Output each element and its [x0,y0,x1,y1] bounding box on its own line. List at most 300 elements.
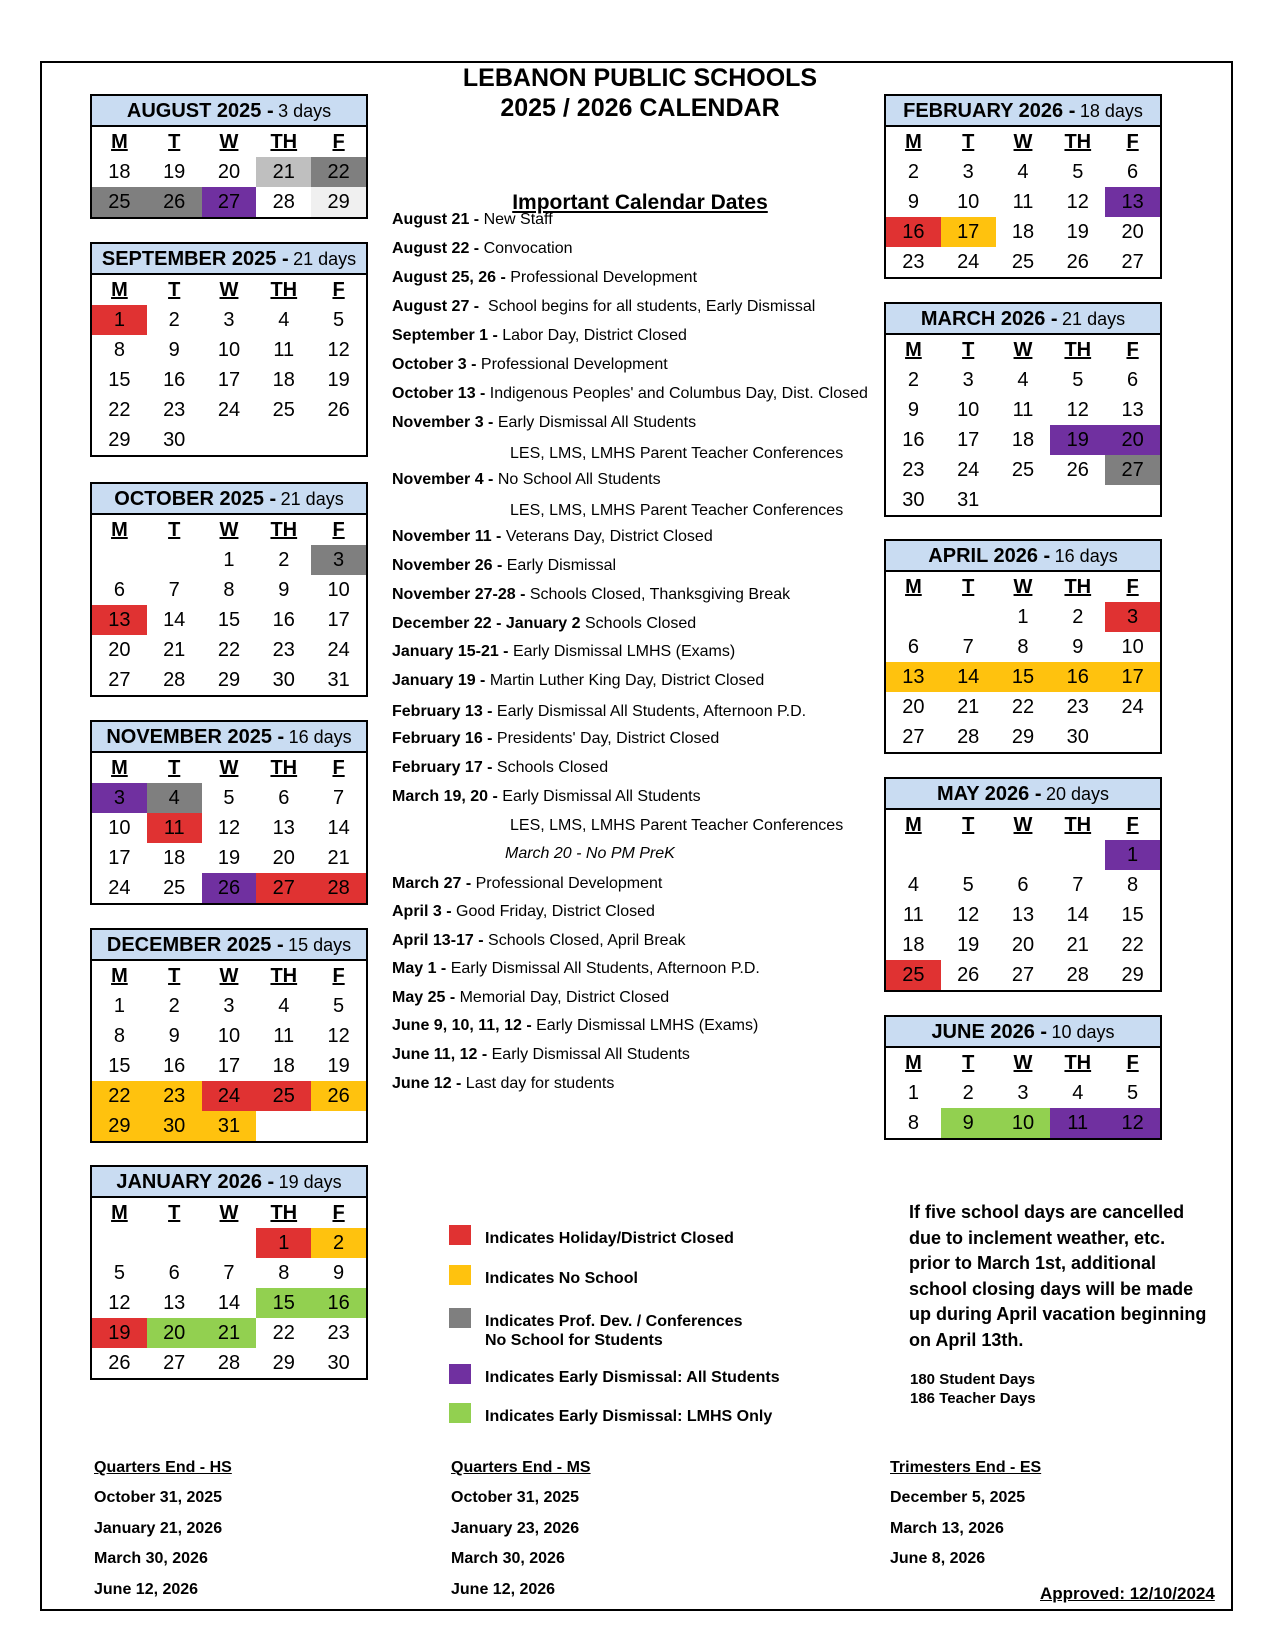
weekday-label: M [111,1202,128,1224]
day-cell: 25 [886,960,941,990]
day-cell: 11 [1012,399,1034,421]
week-row [92,1348,366,1378]
weekday-label: M [111,279,128,301]
day-cell: 17 [327,609,350,631]
month-calendar [90,94,368,219]
day-cell: 26 [311,1081,366,1111]
page-title: LEBANON PUBLIC SCHOOLS [462,64,818,92]
week-row [92,813,366,843]
day-cell: 24 [957,459,980,481]
day-cell: 11 [147,813,202,843]
event-description: Martin Luther King Day, District Closed [485,672,765,689]
day-cell: 20 [1011,934,1035,956]
day-cell: 15 [217,609,241,631]
day-cell: 30 [147,1111,202,1141]
weekday-label: T [962,576,975,598]
month-header [92,722,366,753]
quarter-end-date: June 12, 2026 [451,1580,556,1598]
day-cell: 29 [92,1111,147,1141]
day-cell: 14 [327,817,350,839]
day-cell: 23 [902,459,925,481]
day-cell [147,1228,202,1258]
day-cell: 26 [108,1352,131,1374]
legend-label: Indicates Prof. Dev. / Conferences No School for Students [485,1313,743,1349]
calendar-event [392,671,764,691]
day-cell [996,840,1051,870]
day-cell: 30 [327,1352,350,1374]
event-date: February 16 - [392,730,493,747]
day-cell: 20 [1121,221,1144,243]
event-date: May 25 - [392,989,456,1006]
day-cell: 16 [163,369,186,391]
day-cell: 1 [907,1082,919,1104]
day-cell: 7 [1072,874,1084,896]
event-description: Early Dismissal [502,557,617,574]
day-cell: 23 [272,639,295,661]
quarter-heading: Trimesters End - ES [890,1459,1042,1476]
day-cell: 27 [256,873,311,903]
month-day-count: 21 days [293,249,357,269]
event-description: No School All Students [493,471,661,488]
weekday-label: F [332,965,345,987]
month-header [886,96,1160,127]
week-row [92,575,366,605]
month-calendar [90,1165,368,1380]
day-cell: 22 [1011,696,1035,718]
week-row [92,635,366,665]
day-cell [202,1228,257,1258]
calendar-event [510,501,843,521]
day-cell: 25 [1011,251,1035,273]
day-cell: 13 [92,605,147,635]
weekday-row [886,572,1160,602]
legend-swatch [449,1364,471,1384]
day-cell: 5 [1072,369,1084,391]
day-cell [1050,840,1105,870]
day-cell: 18 [1011,429,1035,451]
day-cell [996,485,1051,515]
month-calendar [884,1015,1162,1140]
weekday-label: T [962,131,975,153]
day-cell: 30 [163,429,186,451]
event-description: Veterans Day, District Closed [501,528,713,545]
event-description: Early Dismissal LMHS (Exams) [508,643,736,660]
day-cell: 8 [1017,636,1029,658]
day-cell: 23 [327,1322,350,1344]
day-cell: 13 [1121,399,1144,421]
week-row [886,840,1160,870]
day-cell: 3 [962,161,974,183]
week-row [886,602,1160,632]
calendar-event [392,642,735,662]
weekday-label: W [1013,814,1033,836]
month-name: DECEMBER 2025 - [106,934,284,956]
month-name: FEBRUARY 2026 - [903,100,1076,122]
week-row [886,425,1160,455]
day-cell: 30 [902,489,925,511]
event-date: March 19, 20 - [392,788,498,805]
day-cell: 10 [217,339,241,361]
weekday-label: M [905,576,922,598]
day-cell: 13 [272,817,295,839]
quarter-column [94,1458,232,1610]
calendar-event [392,1016,758,1036]
day-cell: 31 [202,1111,257,1141]
calendar-event [392,931,685,951]
weekday-label: F [1126,814,1139,836]
day-cell: 6 [278,787,290,809]
day-cell [1050,485,1105,515]
week-row [886,217,1160,247]
day-cell: 28 [311,873,366,903]
month-header [92,1167,366,1198]
event-description: Early Dismissal All Students [487,1046,690,1063]
day-cell: 27 [1011,964,1035,986]
day-cell: 6 [1017,874,1029,896]
day-cell: 27 [202,187,257,217]
calendar-event [392,902,655,922]
week-row [886,395,1160,425]
weekday-row [92,127,366,157]
event-date: November 3 - [392,414,494,431]
day-cell: 18 [902,934,925,956]
day-cell [202,425,257,455]
day-cell: 26 [957,964,980,986]
weekday-row [92,515,366,545]
day-cell: 16 [272,609,295,631]
day-cell: 1 [113,995,125,1017]
month-day-count: 3 days [278,101,332,121]
day-cell: 25 [256,1081,311,1111]
month-name: JANUARY 2026 - [116,1171,275,1193]
day-cell: 26 [202,873,257,903]
weekday-label: F [332,131,345,153]
event-date: October 13 - [392,385,486,402]
day-cell: 31 [957,489,980,511]
event-description: Professional Development [476,356,668,373]
day-cell: 10 [957,399,980,421]
event-date: August 21 - [392,211,480,228]
day-cell: 21 [163,639,186,661]
day-cell: 9 [907,399,919,421]
event-description: Schools Closed, Thanksgiving Break [525,586,791,603]
legend-label: Indicates No School [485,1270,638,1287]
weekday-label: W [219,1202,239,1224]
calendar-event [392,210,553,230]
week-row [92,545,366,575]
month-calendar [884,302,1162,517]
day-cell: 29 [311,187,366,217]
month-day-count: 21 days [280,489,344,509]
quarter-end-date: January 23, 2026 [451,1519,580,1537]
event-description: Early Dismissal All Students [493,414,697,431]
week-row [886,722,1160,752]
day-counts [910,1370,1036,1408]
week-row [886,662,1160,692]
quarter-column [451,1458,591,1610]
day-cell: 2 [311,1228,366,1258]
legend-swatch [449,1225,471,1245]
event-description: Memorial Day, District Closed [455,989,670,1006]
day-cell: 12 [1066,191,1089,213]
weekday-row [92,1198,366,1228]
week-row [886,870,1160,900]
day-cell: 19 [327,1055,350,1077]
day-cell: 8 [113,339,125,361]
week-row [92,783,366,813]
calendar-event [392,326,687,346]
day-cell: 17 [108,847,131,869]
day-cell: 25 [272,399,295,421]
weekday-row [886,1048,1160,1078]
calendar-event [392,239,573,259]
week-row [886,930,1160,960]
day-cell: 14 [163,609,186,631]
week-row [886,485,1160,515]
day-cell: 1 [256,1228,311,1258]
weekday-label: TH [1064,576,1092,598]
day-cell: 2 [907,161,919,183]
day-cell: 28 [217,1352,241,1374]
month-header [92,244,366,275]
calendar-event [392,470,661,490]
day-cell: 8 [278,1262,290,1284]
weekday-label: T [168,965,181,987]
day-cell: 10 [217,1025,241,1047]
day-cell [1105,485,1160,515]
day-cell: 1 [92,305,147,335]
day-cell: 4 [1017,161,1029,183]
day-cell: 29 [108,429,131,451]
day-cell [886,602,941,632]
month-calendar [90,928,368,1143]
day-cell: 1 [1017,606,1029,628]
weekday-label: T [168,519,181,541]
day-cell: 29 [272,1352,295,1374]
day-cell: 24 [327,639,350,661]
day-cell: 3 [1017,1082,1029,1104]
day-cell: 15 [1121,904,1144,926]
calendar-event [392,614,696,634]
day-cell: 19 [92,1318,147,1348]
weekday-label: M [111,757,128,779]
month-header [92,484,366,515]
event-date: February 13 - [392,703,493,720]
page-subtitle: 2025 / 2026 CALENDAR [500,94,780,122]
event-date: June 11, 12 - [392,1046,488,1063]
week-row [92,873,366,903]
day-cell: 9 [941,1108,996,1138]
weekday-label: T [962,814,975,836]
legend-label: Indicates Early Dismissal: All Students [485,1369,780,1386]
week-row [886,960,1160,990]
day-cell: 11 [1012,191,1034,213]
day-cell: 26 [1066,251,1089,273]
quarter-end-date: October 31, 2025 [94,1489,223,1506]
weekday-label: W [219,131,239,153]
week-row [92,1318,366,1348]
weekday-label: F [332,1202,345,1224]
day-cell: 15 [108,369,131,391]
day-cell: 5 [1072,161,1084,183]
month-name: MAY 2026 - [936,783,1042,805]
weekday-label: W [1013,1052,1033,1074]
teacher-days: 186 Teacher Days [910,1390,1036,1407]
day-cell: 5 [223,787,235,809]
day-cell: 9 [907,191,919,213]
day-cell: 2 [907,369,919,391]
day-cell: 13 [1105,187,1160,217]
event-description: Professional Development [471,875,663,892]
day-cell [256,1111,311,1141]
day-cell: 24 [108,877,131,899]
event-description: Indigenous Peoples' and Columbus Day, Dist. Closed [485,385,868,402]
weekday-label: M [905,814,922,836]
weekday-label: TH [1064,339,1092,361]
day-cell: 12 [217,817,241,839]
day-cell: 17 [217,369,241,391]
day-cell: 3 [223,309,235,331]
day-cell: 4 [278,309,290,331]
day-cell: 11 [903,904,924,926]
event-description: Early Dismissal All Students, Afternoon P.D. [446,960,760,977]
weekday-label: W [1013,576,1033,598]
student-days: 180 Student Days [910,1371,1036,1388]
day-cell: 10 [327,579,350,601]
day-cell [311,1111,366,1141]
event-date: September 1 - [392,327,498,344]
calendar-event [392,585,790,605]
event-description: Good Friday, District Closed [451,903,655,920]
day-cell: 14 [941,662,996,692]
event-description: Early Dismissal All Students [497,788,701,805]
calendar-event [392,413,696,433]
event-date: March 27 - [392,875,472,892]
weekday-label: T [962,339,975,361]
event-description: LES, LMS, LMHS Parent Teacher Conferences [510,817,844,834]
month-day-count: 16 days [1054,546,1118,566]
legend-swatch [449,1308,471,1328]
day-cell: 13 [886,662,941,692]
calendar-event [392,988,669,1008]
week-row [886,157,1160,187]
weekday-label: TH [1064,131,1092,153]
week-row [92,1258,366,1288]
quarter-column [890,1458,1041,1580]
weekday-label: T [962,1052,975,1074]
event-description: Presidents' Day, District Closed [492,730,720,747]
month-calendar [90,482,368,697]
week-row [886,365,1160,395]
week-row [92,991,366,1021]
day-cell: 6 [1127,161,1139,183]
day-cell: 2 [1072,606,1084,628]
event-description: Early Dismissal All Students, Afternoon P.D. [492,703,807,720]
calendar-event [392,355,668,375]
day-cell: 4 [1017,369,1029,391]
day-cell: 31 [327,669,350,691]
day-cell [1105,722,1160,752]
weekday-label: W [1013,131,1033,153]
day-cell: 21 [202,1318,257,1348]
day-cell: 6 [113,579,125,601]
calendar-event [510,444,843,464]
day-cell: 21 [256,157,311,187]
day-cell: 11 [273,339,295,361]
week-row [92,665,366,695]
event-description: LES, LMS, LMHS Parent Teacher Conferences [510,502,844,519]
day-cell: 19 [1066,221,1089,243]
week-row [92,1081,366,1111]
day-cell: 19 [957,934,980,956]
event-description: Convocation [479,240,573,257]
weekday-label: F [332,519,345,541]
day-cell: 27 [1105,455,1160,485]
quarter-end-date: January 21, 2026 [94,1519,223,1537]
day-cell: 19 [327,369,350,391]
weekday-label: F [1126,131,1139,153]
day-cell: 9 [278,579,290,601]
approved-date: Approved: 12/10/2024 [1040,1584,1215,1603]
weekday-label: W [1013,339,1033,361]
quarter-end-date: June 8, 2026 [890,1550,986,1567]
day-cell: 16 [163,1055,186,1077]
day-cell: 2 [168,995,180,1017]
quarter-end-date: March 13, 2026 [890,1519,1004,1537]
weekday-label: T [168,131,181,153]
event-date: February 17 - [392,759,493,776]
weekday-label: TH [270,131,298,153]
legend-label: Indicates Early Dismissal: LMHS Only [485,1408,773,1425]
day-cell: 26 [327,399,350,421]
day-cell: 16 [902,429,925,451]
weekday-label: T [168,1202,181,1224]
month-day-count: 19 days [278,1172,342,1192]
weekday-row [886,810,1160,840]
week-row [92,1021,366,1051]
event-description: Schools Closed [492,759,609,776]
day-cell: 7 [333,787,345,809]
event-date: April 13-17 - [392,932,484,949]
weekday-row [92,275,366,305]
day-cell: 29 [217,669,241,691]
quarter-end-date: December 5, 2025 [890,1489,1026,1506]
day-cell: 24 [202,1081,257,1111]
day-cell: 1 [223,549,235,571]
weekday-label: F [1126,339,1139,361]
month-name: OCTOBER 2025 - [114,488,277,510]
week-row [92,1228,366,1258]
month-day-count: 10 days [1051,1022,1115,1042]
month-calendar [884,777,1162,992]
weekday-label: M [111,965,128,987]
legend-swatch [449,1265,471,1285]
weekday-label: TH [270,519,298,541]
quarter-end-date: June 12, 2026 [94,1580,199,1598]
calendar-event [392,297,815,317]
event-date: January 19 - [392,672,486,689]
week-row [886,1078,1160,1108]
weekday-label: TH [270,1202,298,1224]
day-cell: 12 [957,904,980,926]
day-cell: 5 [333,309,345,331]
month-calendar [884,94,1162,279]
day-cell: 3 [311,545,366,575]
day-cell: 15 [256,1288,311,1318]
day-cell: 15 [996,662,1051,692]
day-cell: 22 [217,639,241,661]
event-date: November 4 - [392,471,494,488]
